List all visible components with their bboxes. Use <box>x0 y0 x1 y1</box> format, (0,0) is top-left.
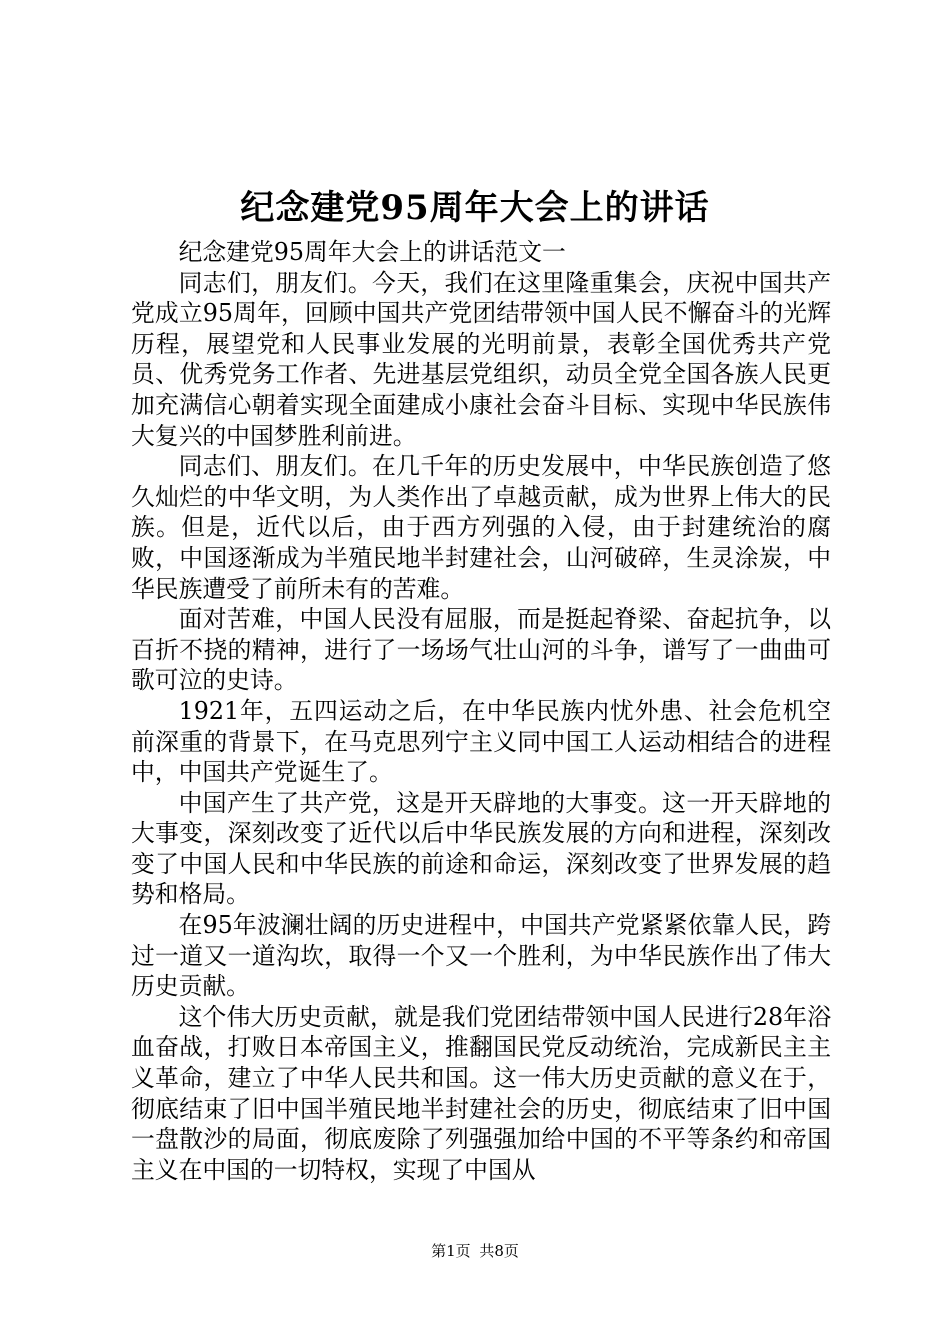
subtitle-paragraph: 纪念建党95周年大会上的讲话范文一 <box>178 238 566 266</box>
body-paragraph: 中国产生了共产党，这是开天辟地的大事变。这一开天辟地的大事变，深刻改变了近代以后中华民族发展的方向和进程，深刻改变了中国人民和中华民族的前途和命运，深刻改变了世界发展的趋势和格局。 <box>131 788 831 909</box>
page-number: 第1页 <box>431 1242 471 1260</box>
body-paragraph: 同志们，朋友们。今天，我们在这里隆重集会，庆祝中国共产党成立95周年，回顾中国共产党团结带领中国人民不懈奋斗的光辉历程，展望党和人民事业发展的光明前景，表彰全国优秀共产党员、优秀党务工作者、先进基层党组织，动员全党全国各族人民更加充满信心朝着实现全面建成小康社会奋斗目标、实现中华民族伟大复兴的中国梦胜利前进。 <box>131 268 831 450</box>
body-paragraph: 同志们、朋友们。在几千年的历史发展中，中华民族创造了悠久灿烂的中华文明，为人类作出了卓越贡献，成为世界上伟大的民族。但是，近代以后，由于西方列强的入侵，由于封建统治的腐败，中国逐渐成为半殖民地半封建社会，山河破碎，生灵涂炭，中华民族遭受了前所未有的苦难。 <box>131 452 831 603</box>
body-paragraph: 这个伟大历史贡献，就是我们党团结带领中国人民进行28年浴血奋战，打败日本帝国主义，推翻国民党反动统治，完成新民主主义革命，建立了中华人民共和国。这一伟大历史贡献的意义在于，彻底结束了旧中国半殖民地半封建社会的历史，彻底结束了旧中国一盘散沙的局面，彻底废除了列强强加给中国的不平等条约和帝国主义在中国的一切特权，实现了中国从 <box>131 1002 831 1184</box>
body-paragraph: 面对苦难，中国人民没有屈服，而是挺起脊梁、奋起抗争，以百折不挠的精神，进行了一场场气壮山河的斗争，谱写了一曲曲可歌可泣的史诗。 <box>131 605 831 695</box>
body-paragraph: 在95年波澜壮阔的历史进程中，中国共产党紧紧依靠人民，跨过一道又一道沟坎，取得一个又一个胜利，为中华民族作出了伟大历史贡献。 <box>131 911 831 1001</box>
page-footer <box>0 1241 950 1261</box>
page-total: 共8页 <box>479 1242 519 1260</box>
document-body <box>131 237 831 1185</box>
document-title: 纪念建党95周年大会上的讲话 <box>240 188 710 228</box>
body-paragraph: 1921年，五四运动之后，在中华民族内忧外患、社会危机空前深重的背景下，在马克思列宁主义同中国工人运动相结合的进程中，中国共产党诞生了。 <box>131 696 831 787</box>
